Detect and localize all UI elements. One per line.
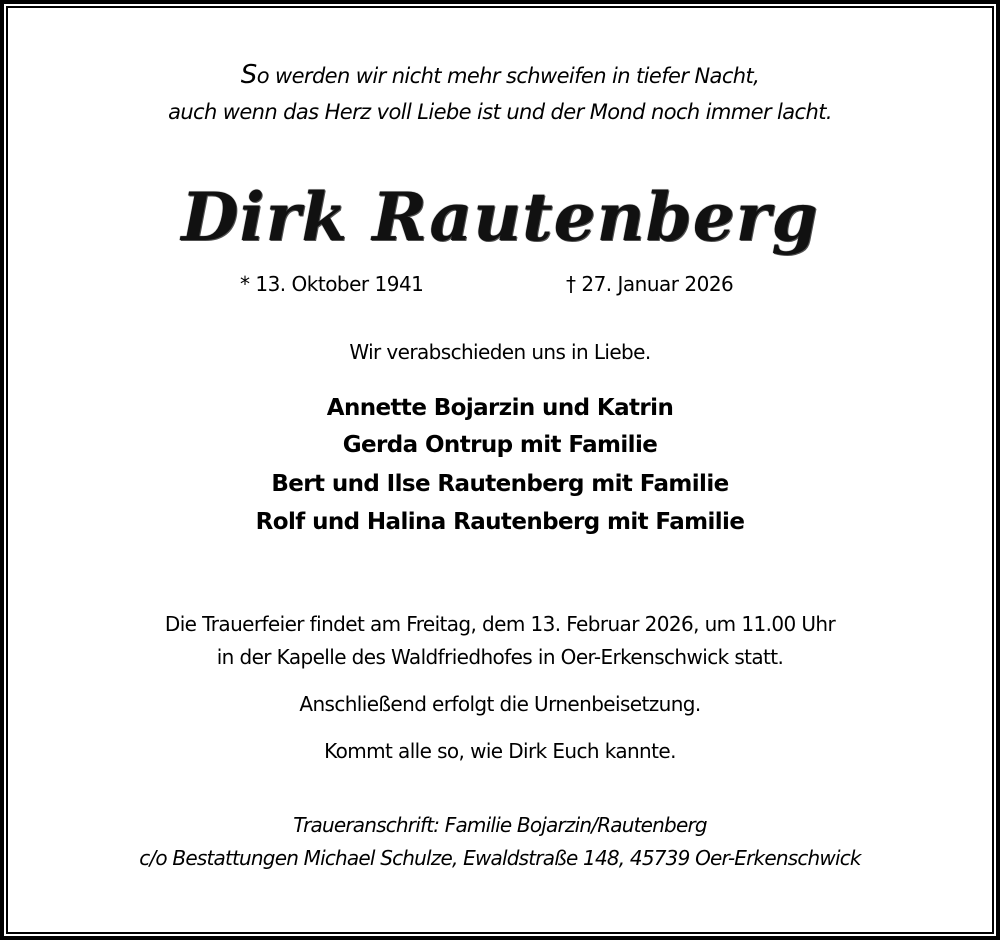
verse-line-1-text: o werden wir nicht mehr schweifen in tiefer Nacht, (256, 64, 760, 88)
mourner-2: Gerda Ontrup mit Familie (342, 432, 658, 458)
address-line-1: Traueranschrift: Familie Bojarzin/Rautenberg (293, 813, 707, 837)
mourner-4: Rolf und Halina Rautenberg mit Familie (255, 509, 745, 535)
verse-initial: S (240, 60, 257, 90)
address-line-2: c/o Bestattungen Michael Schulze, Ewaldstraße 148, 45739 Oer-Erkenschwick (139, 846, 861, 870)
ceremony-line-2: in der Kapelle des Waldfriedhofes in Oer-Erkenschwick statt. (216, 645, 784, 669)
death-date: † 27. Januar 2026 (566, 272, 734, 296)
mourner-1: Annette Bojarzin und Katrin (326, 395, 674, 421)
deceased-name: Dirk Rautenberg (181, 178, 819, 256)
burial-text: Anschließend erfolgt die Urnenbeisetzung. (299, 692, 701, 716)
ceremony-line-1: Die Trauerfeier findet am Freitag, dem 13. Februar 2026, um 11.00 Uhr (164, 612, 836, 636)
mourner-3: Bert und Ilse Rautenberg mit Familie (271, 471, 729, 497)
birth-date: * 13. Oktober 1941 (240, 272, 424, 296)
farewell-text: Wir verabschieden uns in Liebe. (349, 340, 651, 364)
verse-line-2: auch wenn das Herz voll Liebe ist und der Mond noch immer lacht. (168, 100, 832, 124)
verse-line-1 (0, 60, 1000, 90)
inner-border (6, 6, 994, 934)
invitation-text: Kommt alle so, wie Dirk Euch kannte. (324, 739, 676, 763)
